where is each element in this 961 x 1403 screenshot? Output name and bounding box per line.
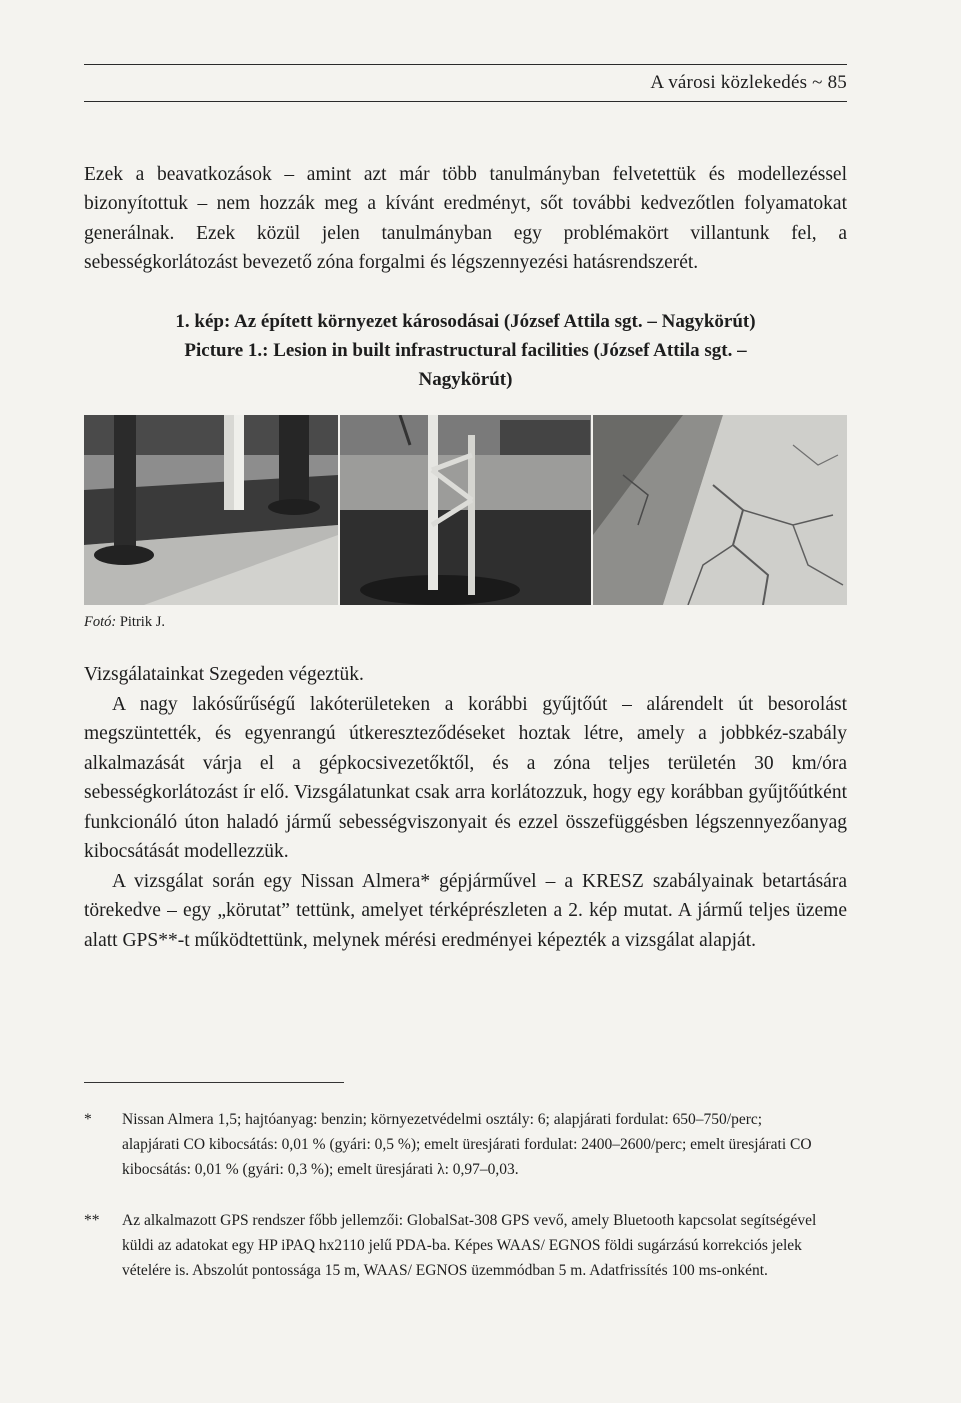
photo-credit-name: Pitrik J. <box>119 614 165 630</box>
photo-tree-sidewalk <box>84 415 338 605</box>
header-text: A városi közlekedés ~ 85 <box>650 72 847 93</box>
running-header <box>84 64 847 102</box>
caption-line-2: Picture 1.: Lesion in built infrastructural facilities (József Attila sgt. – <box>184 340 747 361</box>
paragraph-location: Vizsgálatainkat Szegeden végeztük. <box>84 664 364 685</box>
figure-caption <box>84 307 847 394</box>
footnote-1-text: Nissan Almera 1,5; hajtóanyag: benzin; környezetvédelmi osztály: 6; alapjárati fordulat: 650–750/perc; alapjárati CO kibocsátás: 0,01 % (gyári: 0,5 %); emelt üresjárati fordulat: 2400–2600/perc; emelt üresjárati CO kibocsátás: 0,01 % (gyári: 0,3 %); emelt üresjárati λ: 0,97–0,03. <box>122 1111 812 1178</box>
footnote-1-mark: * <box>84 1111 92 1128</box>
paragraph-intro: Ezek a beavatkozások – amint azt már több tanulmányban felvetettük és modellezéssel bizonyítottuk – nem hozzák meg a kívánt eredményt, sőt további kedvezőtlen folyamatokat generálnak. Ezek közül jelen tanulmányban egy problémakört villantunk fel, a sebességkorlátozást bevezető zóna forgalmi és légszennyezési hatásrendszerét. <box>84 163 847 273</box>
footnote-2-mark: ** <box>84 1212 100 1229</box>
photo-strip <box>84 415 847 605</box>
photo-staked-tree <box>340 415 591 605</box>
photo-credit-label: Fotó: <box>84 614 117 630</box>
photo-credit <box>84 614 165 631</box>
paragraph-method: A vizsgálat során egy Nissan Almera* gépjárművel – a KRESZ szabályainak betartására törekedve – egy „körutat” tettünk, amelyet térképrészleten a 2. kép mutat. A jármű teljes üzeme alatt GPS**-t működtettünk, melynek mérési eredményei képezték a vizsgálat alapját. <box>84 870 847 951</box>
caption-line-1: 1. kép: Az épített környezet károsodásai (József Attila sgt. – Nagykörút) <box>175 311 756 332</box>
footnote-divider <box>84 1082 344 1083</box>
caption-line-3: Nagykörút) <box>418 369 513 390</box>
photo-cracked-pavement <box>593 415 847 605</box>
footnote-2-text: Az alkalmazott GPS rendszer főbb jellemzői: GlobalSat-308 GPS vevő, amely Bluetooth kapcsolat segítségével küldi az adatokat egy HP iPAQ hx2110 jelű PDA-ba. Képes WAAS/ EGNOS földi sugárzású korrekciós jelek vételére is. Abszolút pontossága 15 m, WAAS/ EGNOS üzemmódban 5 m. Adatfrissítés 100 ms-onként. <box>122 1212 817 1279</box>
main-text <box>84 660 847 955</box>
paragraph-zone: A nagy lakósűrűségű lakóterületeken a korábbi gyűjtőút – alárendelt út besorolást megszüntették, és egyenrangú útkereszteződéseket hoztak létre, amely a jobbkéz-szabály alkalmazását várja el a gépkocsivezetőktől, és a zóna teljes területén 30 km/óra sebességkorlátozást ír elő. Vizsgálatunkat csak arra korlátozzuk, hogy egy korábban gyűjtőútként funkcionáló úton haladó jármű sebességviszonyait és ezzel összefüggésben légszennyezőanyag kibocsátását modellezzük. <box>84 693 847 862</box>
